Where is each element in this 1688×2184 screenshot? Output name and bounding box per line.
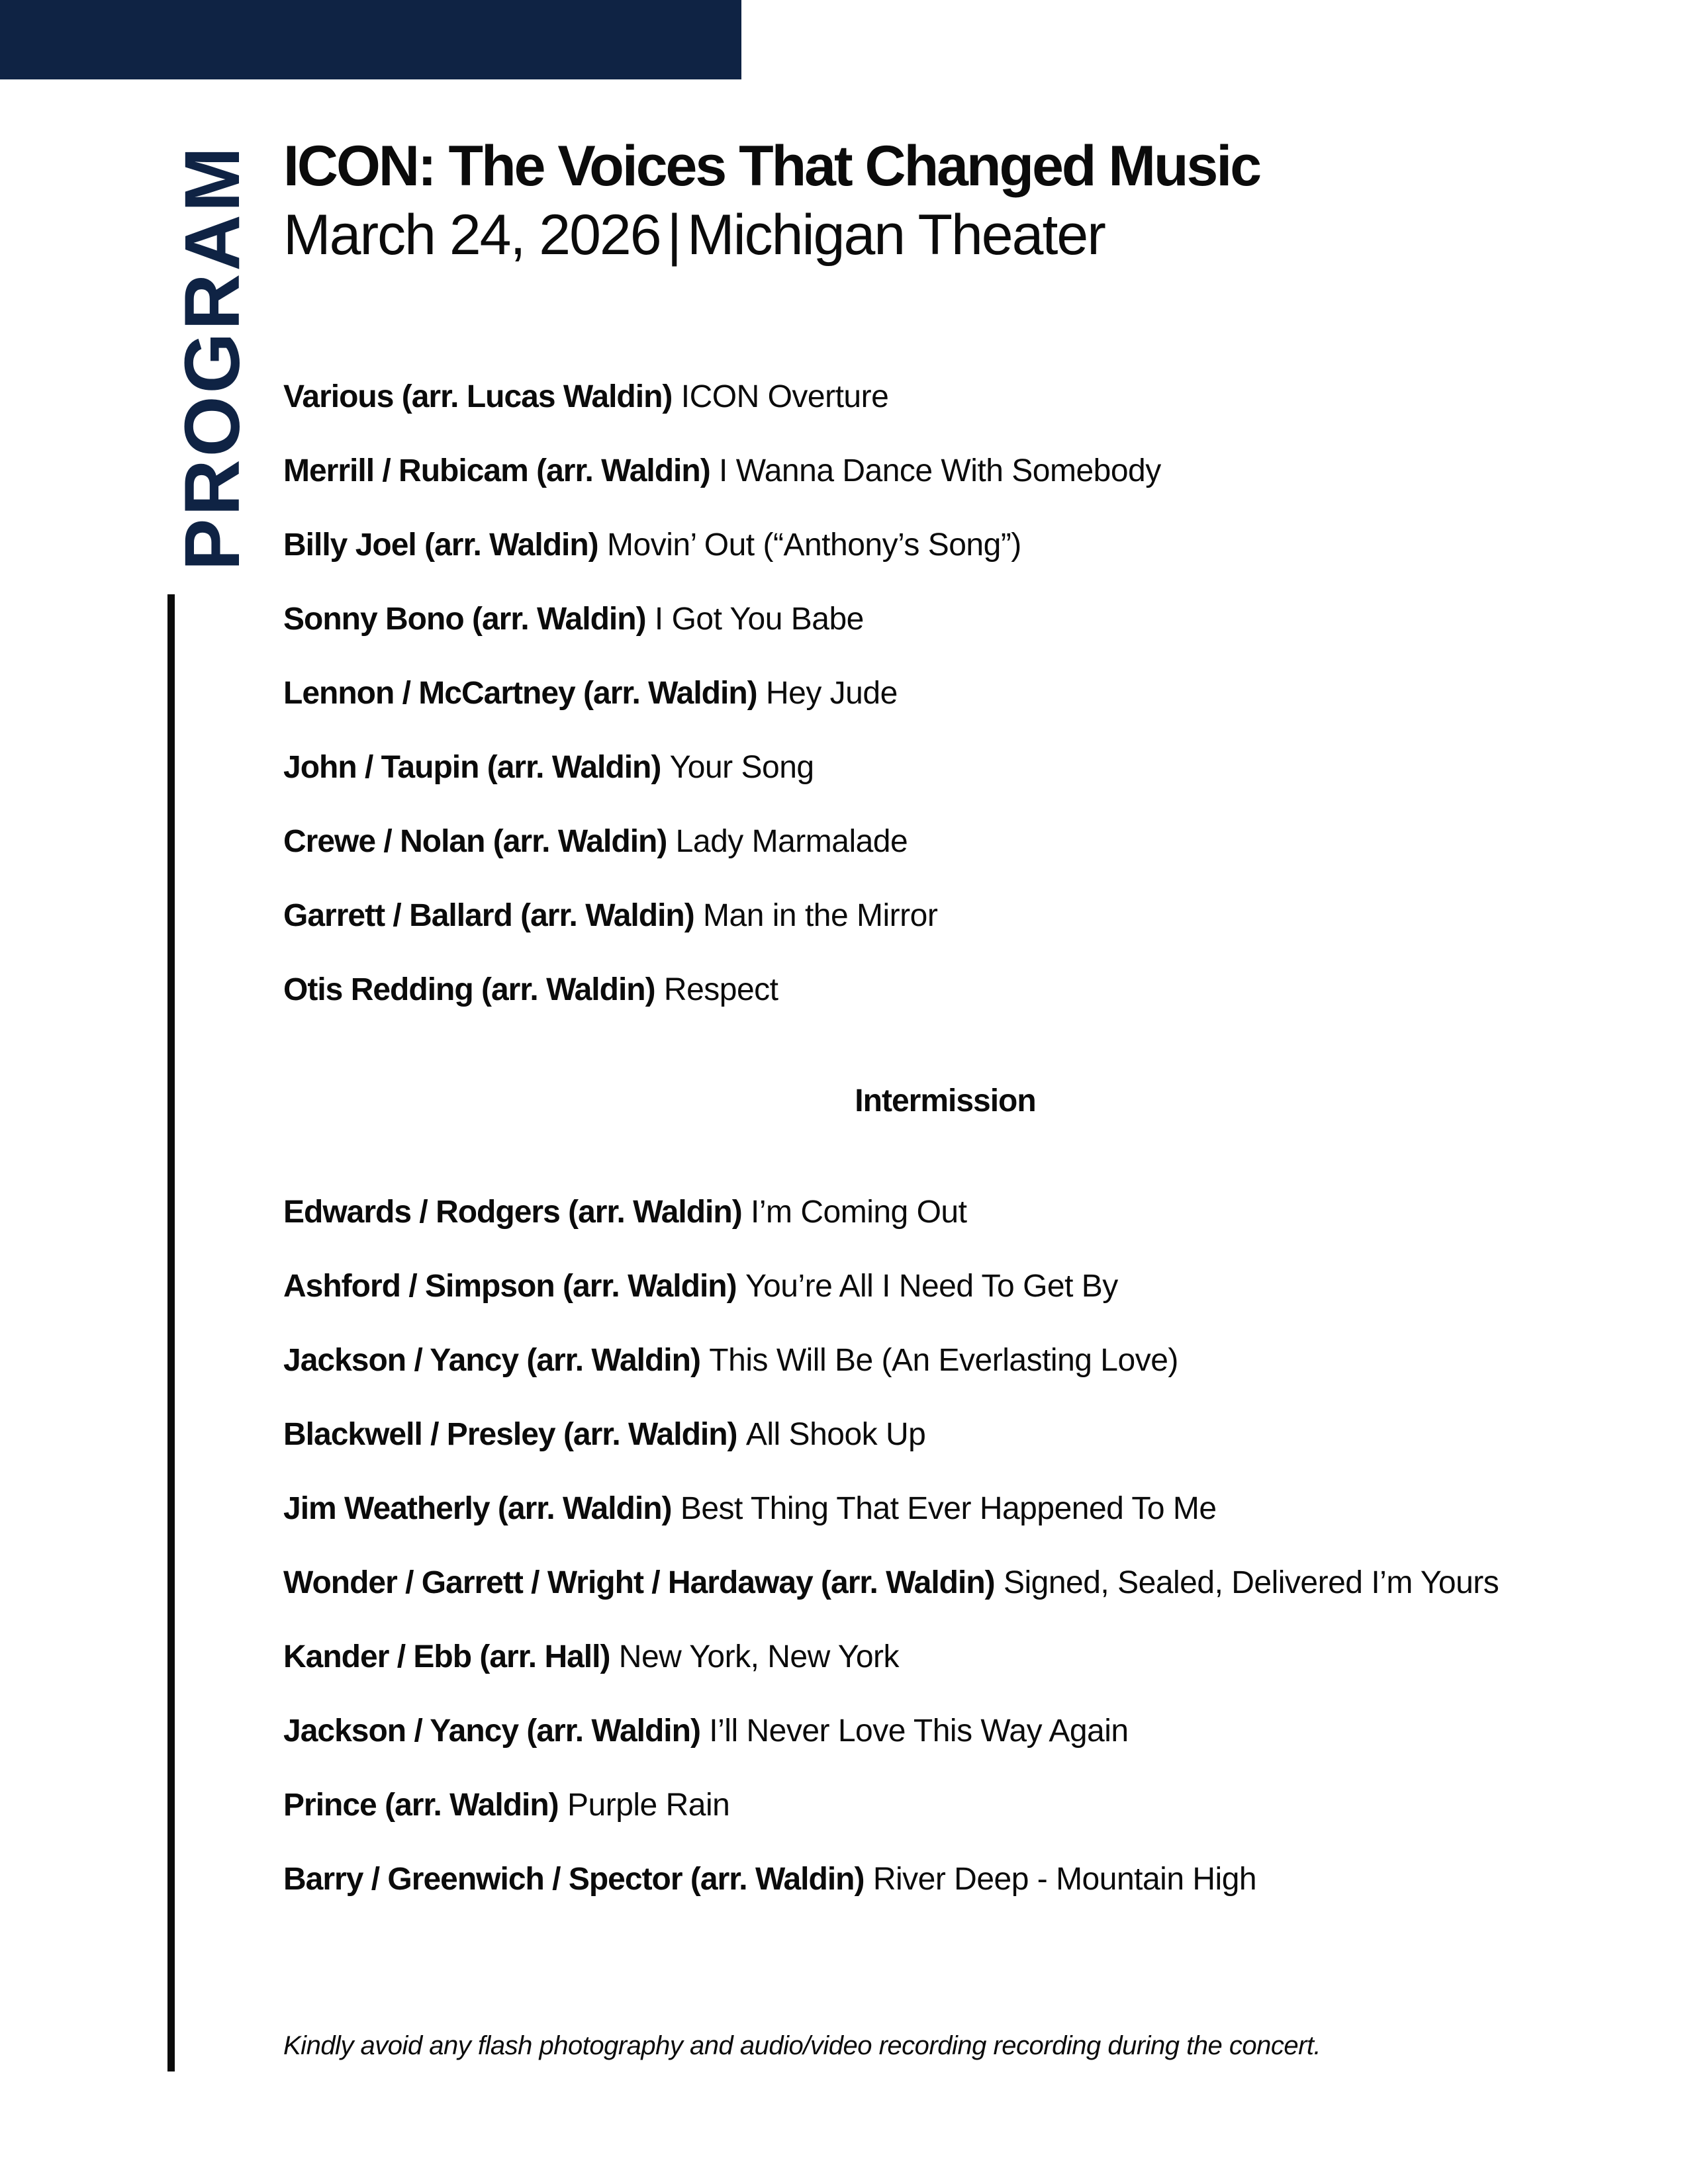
program-item: [283, 1786, 1634, 1860]
work-title: New York, New York: [618, 1639, 900, 1674]
program-item: [283, 674, 1634, 748]
composer: John / Taupin (arr. Waldin): [283, 750, 661, 785]
composer: Jackson / Yancy (arr. Waldin): [283, 1713, 700, 1749]
composer: Jackson / Yancy (arr. Waldin): [283, 1343, 700, 1378]
work-title: I Wanna Dance With Somebody: [719, 453, 1161, 488]
program-item: [283, 970, 1634, 1044]
composer: Billy Joel (arr. Waldin): [283, 527, 598, 563]
program-item: [283, 822, 1634, 896]
composer: Garrett / Ballard (arr. Waldin): [283, 898, 694, 933]
work-title: You’re All I Need To Get By: [745, 1269, 1118, 1304]
composer: Prince (arr. Waldin): [283, 1788, 559, 1823]
program-item: [283, 1267, 1634, 1341]
composer: Blackwell / Presley (arr. Waldin): [283, 1417, 737, 1452]
intermission-heading: Intermission: [855, 1083, 1036, 1118]
work-title: Your Song: [669, 750, 814, 785]
work-title: Respect: [663, 972, 778, 1007]
work-title: Best Thing That Ever Happened To Me: [680, 1491, 1217, 1526]
program-list-first-half: [283, 377, 1634, 1044]
work-title: Lady Marmalade: [675, 824, 908, 859]
program-item: [283, 1860, 1634, 1934]
composer: Otis Redding (arr. Waldin): [283, 972, 655, 1007]
work-title: I Got You Babe: [654, 602, 864, 637]
program-item: [283, 525, 1634, 600]
side-program-label: PROGRAM: [169, 144, 256, 571]
composer: Edwards / Rodgers (arr. Waldin): [283, 1195, 742, 1230]
program-item: [283, 896, 1634, 970]
recording-notice: Kindly avoid any flash photography and audio/video recording recording during the concert.: [283, 2031, 1321, 2060]
program-item: [283, 377, 1634, 451]
work-title: This Will Be (An Everlasting Love): [709, 1343, 1178, 1378]
composer: Various (arr. Lucas Waldin): [283, 379, 673, 414]
program-item: [283, 1563, 1634, 1637]
side-vertical-rule: [167, 594, 175, 2071]
composer: Merrill / Rubicam (arr. Waldin): [283, 453, 710, 488]
program-item: [283, 451, 1634, 525]
work-title: I’m Coming Out: [751, 1195, 967, 1230]
composer: Barry / Greenwich / Spector (arr. Waldin): [283, 1862, 865, 1897]
top-accent-bar: [0, 0, 741, 79]
program-item: [283, 1489, 1634, 1563]
event-venue: Michigan Theater: [686, 203, 1105, 267]
event-subtitle: [283, 203, 1105, 267]
composer: Sonny Bono (arr. Waldin): [283, 602, 646, 637]
program-item: [283, 1637, 1634, 1711]
program-item: [283, 1415, 1634, 1489]
composer: Jim Weatherly (arr. Waldin): [283, 1491, 672, 1526]
program-item: [283, 1193, 1634, 1267]
composer: Crewe / Nolan (arr. Waldin): [283, 824, 667, 859]
program-item: [283, 1711, 1634, 1786]
program-list-second-half: [283, 1193, 1634, 1934]
program-item: [283, 600, 1634, 674]
work-title: Movin’ Out (“Anthony’s Song”): [607, 527, 1021, 563]
work-title: Man in the Mirror: [703, 898, 938, 933]
event-date: March 24, 2026: [283, 203, 661, 267]
composer: Kander / Ebb (arr. Hall): [283, 1639, 610, 1674]
work-title: Hey Jude: [765, 676, 898, 711]
work-title: I’ll Never Love This Way Again: [709, 1713, 1129, 1749]
work-title: Signed, Sealed, Delivered I’m Yours: [1003, 1565, 1499, 1600]
program-item: [283, 1341, 1634, 1415]
work-title: River Deep - Mountain High: [872, 1862, 1257, 1897]
composer: Ashford / Simpson (arr. Waldin): [283, 1269, 737, 1304]
work-title: All Shook Up: [745, 1417, 926, 1452]
subtitle-separator: |: [667, 203, 680, 267]
work-title: ICON Overture: [680, 379, 889, 414]
composer: Lennon / McCartney (arr. Waldin): [283, 676, 757, 711]
composer: Wonder / Garrett / Wright / Hardaway (arr. Waldin): [283, 1565, 995, 1600]
page-title: ICON: The Voices That Changed Music: [283, 134, 1260, 198]
work-title: Purple Rain: [567, 1788, 730, 1823]
program-item: [283, 748, 1634, 822]
